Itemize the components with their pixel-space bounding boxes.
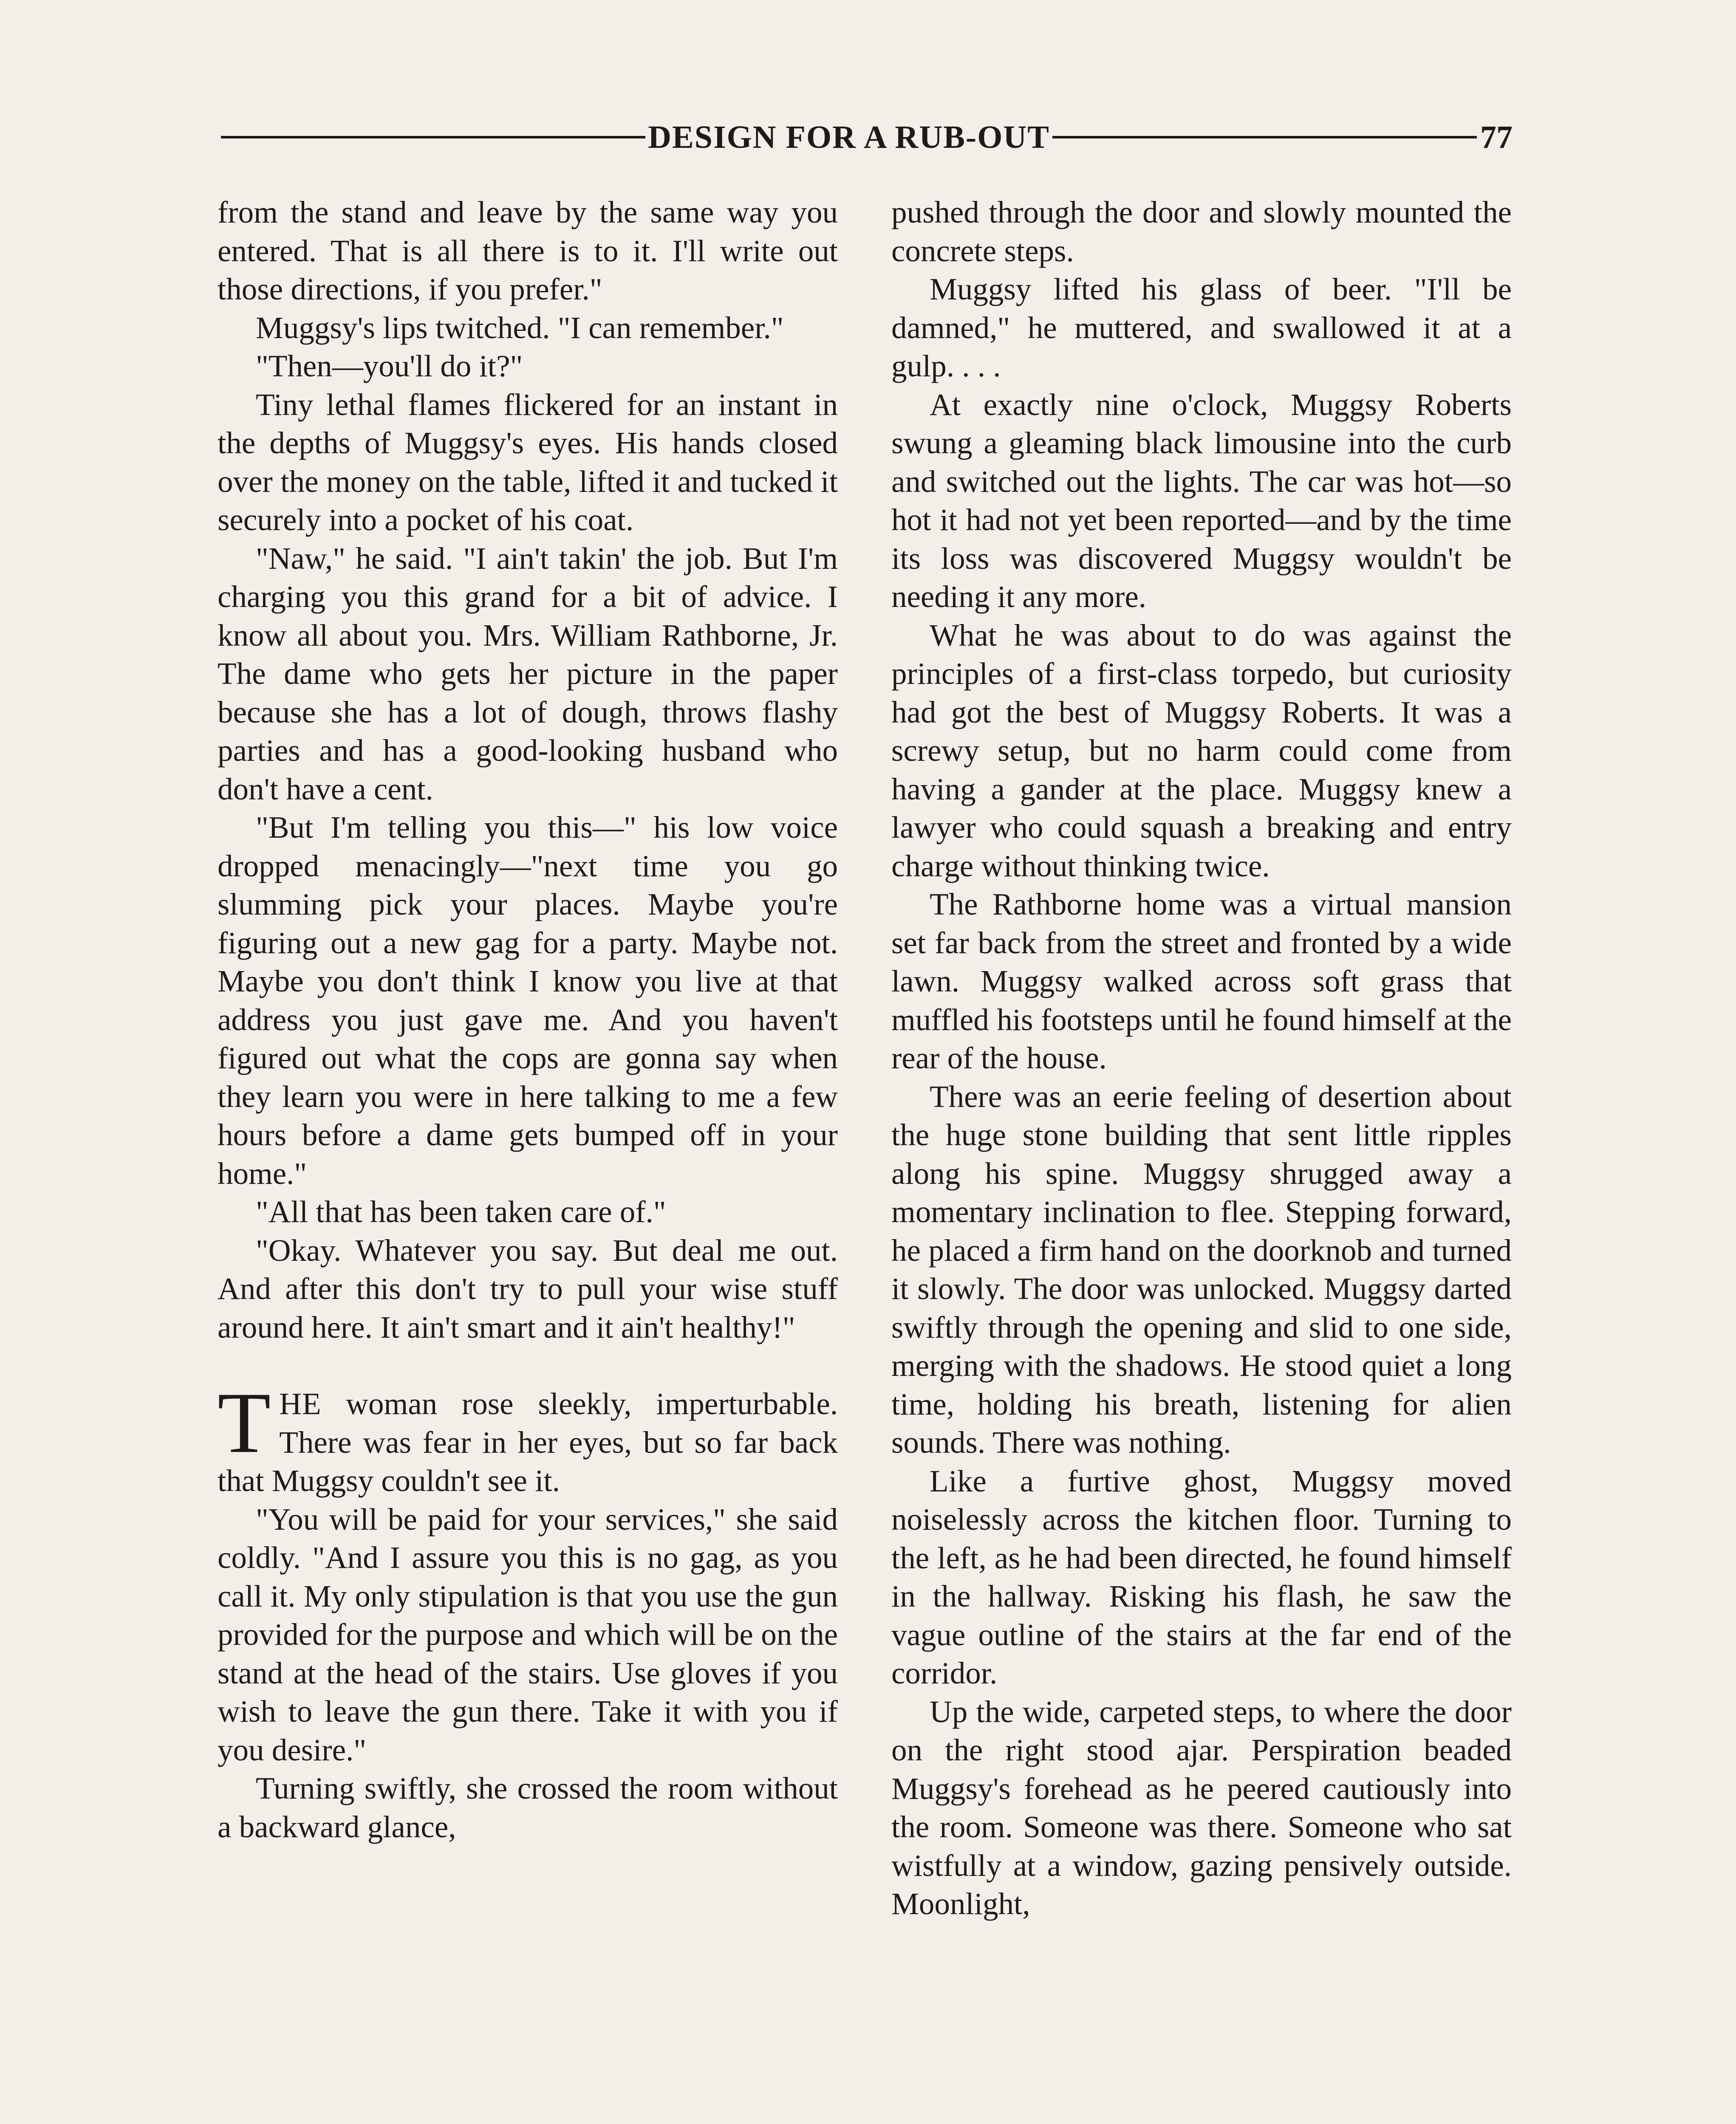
paragraph: pushed through the door and slowly mounted the concrete steps.: [891, 195, 1512, 268]
header-rule-left: [221, 136, 645, 138]
paragraph: "But I'm telling you this—" his low voice dropped menacingly—"next time you go slumming pick your places. Maybe you're figuring out a new gag for a party. Maybe not. Maybe you don't think I know you live at that address you just gave me. And you haven't figured out what the cops are gonna say when they learn you were in here talking to me a few hours before a dame gets bumped off in your home.": [218, 810, 838, 1191]
paragraph: Like a furtive ghost, Muggsy moved noiselessly across the kitchen floor. Turning to the left, as he had been directed, he found himself in the hallway. Risking his flash, he saw the vague outline of the stairs at the far end of the corridor.: [891, 1463, 1512, 1690]
paragraph-text: woman rose sleekly, imperturbable. There was fear in her eyes, but so far back that Muggsy couldn't see it.: [218, 1387, 838, 1498]
paragraph: Tiny lethal flames flickered for an instant in the depths of Muggsy's eyes. His hands closed over the money on the table, lifted it and tucked it securely into a pocket of his coat.: [218, 387, 838, 537]
header-rule-right: [1052, 136, 1477, 138]
paragraph: Turning swiftly, she crossed the room without a backward glance,: [218, 1771, 838, 1844]
drop-cap-word-rest: HE: [279, 1387, 322, 1421]
paragraph: At exactly nine o'clock, Muggsy Roberts swung a gleaming black limousine into the curb and switched out the lights. The car was hot—so hot it had not yet been reported—and by the time its loss was discovered Muggsy wouldn't be needing it any more.: [891, 387, 1512, 614]
right-column: [891, 193, 1512, 1923]
paragraph: "Okay. Whatever you say. But deal me out. And after this don't try to pull your wise stuff around here. It ain't smart and it ain't healthy!": [218, 1233, 838, 1344]
paragraph: The Rathborne home was a virtual mansion set far back from the street and fronted by a wide lawn. Muggsy walked across soft grass that muffled his footsteps until he found himself at the rear of the house.: [891, 887, 1512, 1075]
paragraph: "Naw," he said. "I ain't takin' the job. But I'm charging you this grand for a bit of advice. I know all about you. Mrs. William Rathborne, Jr. The dame who gets her picture in the paper because she has a lot of dough, throws flashy parties and has a good-looking husband who don't have a cent.: [218, 541, 838, 806]
paragraph: "All that has been taken care of.": [256, 1195, 666, 1229]
page-number: 77: [1480, 119, 1513, 155]
paragraph: from the stand and leave by the same way you entered. That is all there is to it. I'll write out those directions, if you prefer.": [218, 195, 838, 306]
running-header: [221, 114, 1513, 161]
section-opening-paragraph: [218, 1375, 838, 1500]
paragraph: Up the wide, carpeted steps, to where the door on the right stood ajar. Perspiration beaded Muggsy's forehead as he peered cautiously into the room. Someone was there. Someone who sat wistfully at a window, gazing pensively outside. Moonlight,: [891, 1694, 1512, 1921]
paragraph: There was an eerie feeling of desertion about the huge stone building that sent little ripples along his spine. Muggsy shrugged away a momentary inclination to flee. Stepping forward, he placed a firm hand on the doorknob and turned it slowly. The door was unlocked. Muggsy darted swiftly through the opening and slid to one side, merging with the shadows. He stood quiet a long time, holding his breath, listening for alien sounds. There was nothing.: [891, 1079, 1512, 1460]
paragraph: What he was about to do was against the principles of a first-class torpedo, but curiosity had got the best of Muggsy Roberts. It was a screwy setup, but no harm could come from having a gander at the place. Muggsy knew a lawyer who could squash a breaking and entry charge without thinking twice.: [891, 618, 1512, 883]
paragraph: "You will be paid for your services," she said coldly. "And I assure you this is no gag, as you call it. My only stipulation is that you use the gun provided for the purpose and which will be on the stand at the head of the stairs. Use gloves if you wish to leave the gun there. Take it with you if you desire.": [218, 1502, 838, 1767]
drop-cap: T: [218, 1375, 271, 1471]
paragraph: "Then—you'll do it?": [256, 349, 523, 383]
paragraph: Muggsy lifted his glass of beer. "I'll be damned," he muttered, and swallowed it at a gulp. . . .: [891, 272, 1512, 383]
left-column: [218, 193, 838, 1846]
story-title: DESIGN FOR A RUB-OUT: [648, 119, 1050, 155]
paragraph: Muggsy's lips twitched. "I can remember.": [256, 310, 784, 345]
